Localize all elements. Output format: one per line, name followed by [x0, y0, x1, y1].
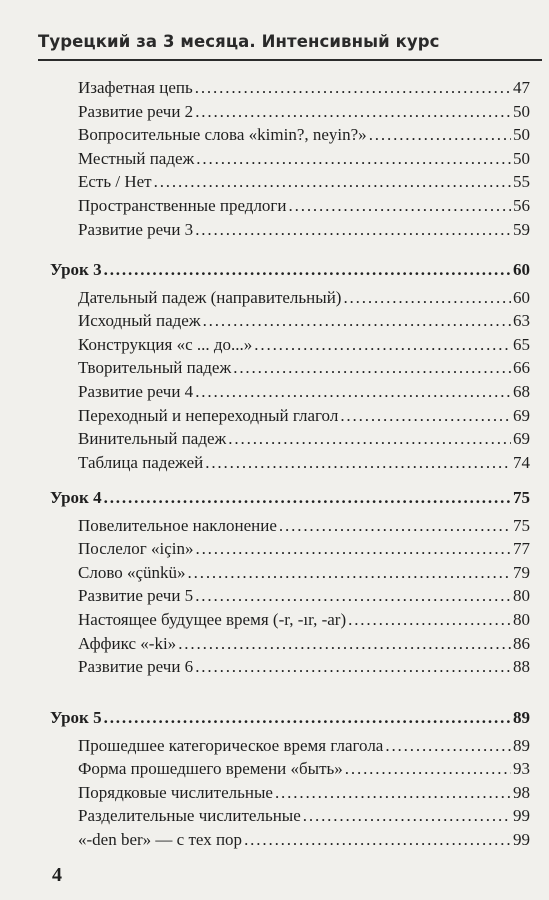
- dot-leader: [289, 196, 511, 216]
- toc-entry-title: Развитие речи 2: [78, 101, 194, 121]
- dot-leader: [195, 78, 511, 98]
- toc-entry-page: 93: [513, 759, 530, 779]
- toc-lesson: [50, 708, 530, 728]
- toc-entry: [78, 358, 530, 378]
- toc-entry-title: Развитие речи 6: [78, 657, 194, 677]
- toc-entry-page: 65: [513, 334, 530, 354]
- toc-entry: [78, 311, 530, 331]
- toc-lesson-title: Урок 3: [50, 260, 102, 279]
- toc-entry-title: Форма прошедшего времени «быть»: [78, 759, 343, 779]
- toc-lesson: [50, 488, 530, 508]
- toc-entry: [78, 516, 530, 536]
- dot-leader: [343, 288, 511, 308]
- toc-entry-page: 77: [513, 539, 530, 559]
- toc-entry-page: 69: [513, 429, 530, 449]
- toc-entry-title: Творительный падеж: [78, 358, 232, 378]
- toc-entry-page: 99: [513, 829, 530, 849]
- dot-leader: [205, 453, 511, 473]
- toc-entry: [78, 806, 530, 826]
- toc-entry: [78, 172, 530, 192]
- toc-entry: [78, 563, 530, 583]
- dot-leader: [233, 358, 511, 378]
- toc-entry-page: 74: [513, 452, 530, 472]
- toc-entry-page: 89: [513, 735, 530, 755]
- toc-entry-page: 88: [513, 657, 530, 677]
- toc-entry: [78, 453, 530, 473]
- toc-entry: [78, 657, 530, 677]
- toc-entry-title: Аффикс «-ki»: [78, 633, 177, 653]
- dot-leader: [254, 335, 511, 355]
- dot-leader: [178, 634, 511, 654]
- toc-entry-page: 59: [513, 219, 530, 239]
- toc-entry: [78, 406, 530, 426]
- dot-leader: [195, 586, 511, 606]
- toc-entry-page: 79: [513, 562, 530, 582]
- dot-leader: [104, 260, 511, 280]
- dot-leader: [345, 759, 511, 779]
- toc-entry-title: Слово «çünkü»: [78, 562, 186, 582]
- toc-entry: [78, 382, 530, 402]
- toc-entry-title: Развитие речи 4: [78, 381, 194, 401]
- toc-entry-page: 98: [513, 782, 530, 802]
- toc-entry-title: Послелог «için»: [78, 539, 194, 559]
- page-number: 4: [52, 864, 62, 886]
- toc-entry: [78, 288, 530, 308]
- toc-entry: [78, 102, 530, 122]
- toc-entry-title: Исходный падеж: [78, 311, 201, 331]
- toc-entry-page: 80: [513, 609, 530, 629]
- toc-entry-title: Конструкция «с ... до...»: [78, 334, 253, 354]
- toc-entry-page: 50: [513, 101, 530, 121]
- dot-leader: [303, 806, 511, 826]
- toc-entry: [78, 429, 530, 449]
- toc-entry-title: Развитие речи 5: [78, 586, 194, 606]
- dot-leader: [104, 708, 511, 728]
- toc-entry: [78, 539, 530, 559]
- dot-leader: [203, 311, 511, 331]
- dot-leader: [196, 149, 511, 169]
- toc-entry-title: Таблица падежей: [78, 452, 204, 472]
- toc-entry-page: 99: [513, 806, 530, 826]
- toc-entry-page: 80: [513, 586, 530, 606]
- toc-entry: [78, 78, 530, 98]
- toc-entry: [78, 830, 530, 850]
- toc-entry-title: Пространственные предлоги: [78, 196, 287, 215]
- toc-entry-title: Винительный падеж: [78, 429, 227, 449]
- toc-entry: [78, 610, 530, 630]
- toc-entry: [78, 125, 530, 145]
- dot-leader: [385, 736, 511, 756]
- toc-entry-title: Изафетная цепь: [78, 78, 193, 97]
- toc-entry-page: 56: [513, 196, 530, 215]
- running-header: Турецкий за 3 месяца. Интенсивный курс: [38, 32, 440, 51]
- dot-leader: [228, 429, 511, 449]
- toc-entry-title: Повелительное наклонение: [78, 515, 277, 535]
- toc-entry-page: 55: [513, 172, 530, 192]
- toc-lesson-title: Урок 5: [50, 708, 102, 727]
- toc-entry: [78, 634, 530, 654]
- dot-leader: [369, 125, 511, 145]
- toc-entry-title: Вопросительные слова «kimin?, neyin?»: [78, 125, 367, 145]
- toc-entry-title: Прошедшее категорическое время глагола: [78, 735, 384, 755]
- dot-leader: [348, 610, 511, 630]
- toc-entry: [78, 736, 530, 756]
- dot-leader: [188, 563, 511, 583]
- toc-lesson-title: Урок 4: [50, 488, 102, 507]
- toc-entry-page: 50: [513, 148, 530, 168]
- toc-entry-title: «-den ber» — с тех пор: [78, 829, 243, 849]
- toc-entry: [78, 196, 530, 216]
- dot-leader: [195, 539, 511, 559]
- dot-leader: [279, 516, 511, 536]
- toc-entry-page: 66: [513, 358, 530, 378]
- dot-leader: [154, 172, 511, 192]
- dot-leader: [195, 382, 511, 402]
- toc-entry-page: 60: [513, 287, 530, 307]
- toc-entry-page: 50: [513, 125, 530, 145]
- toc-entry: [78, 335, 530, 355]
- dot-leader: [244, 830, 511, 850]
- toc-entry: [78, 220, 530, 240]
- toc-entry-page: 47: [513, 78, 530, 97]
- dot-leader: [104, 488, 511, 508]
- toc-entry-page: 68: [513, 381, 530, 401]
- toc-lesson-page: 89: [513, 708, 530, 727]
- dot-leader: [195, 657, 511, 677]
- toc-entry-title: Дательный падеж (направительный): [78, 287, 342, 307]
- dot-leader: [195, 102, 511, 122]
- toc-entry-title: Порядковые числительные: [78, 782, 273, 802]
- toc-entry: [78, 783, 530, 803]
- toc-lesson-page: 75: [513, 488, 530, 507]
- toc-entry-page: 69: [513, 405, 530, 425]
- toc-entry-title: Есть / Нет: [78, 172, 152, 192]
- toc-entry: [78, 586, 530, 606]
- toc-entry-title: Развитие речи 3: [78, 219, 194, 239]
- toc-entry-title: Настоящее будущее время (-r, -ır, -ar): [78, 609, 347, 629]
- dot-leader: [340, 406, 511, 426]
- dot-leader: [195, 220, 511, 240]
- toc-entry-page: 86: [513, 633, 530, 653]
- toc-entry-page: 63: [513, 311, 530, 331]
- toc-entry: [78, 149, 530, 169]
- toc-entry-page: 75: [513, 515, 530, 535]
- toc-entry-title: Переходный и непереходный глагол: [78, 405, 339, 425]
- toc-lesson: [50, 260, 530, 280]
- toc-entry: [78, 759, 530, 779]
- toc-lesson-page: 60: [513, 260, 530, 279]
- toc-entry-title: Местный падеж: [78, 148, 195, 168]
- toc-entry-title: Разделительные числительные: [78, 806, 301, 826]
- dot-leader: [275, 783, 511, 803]
